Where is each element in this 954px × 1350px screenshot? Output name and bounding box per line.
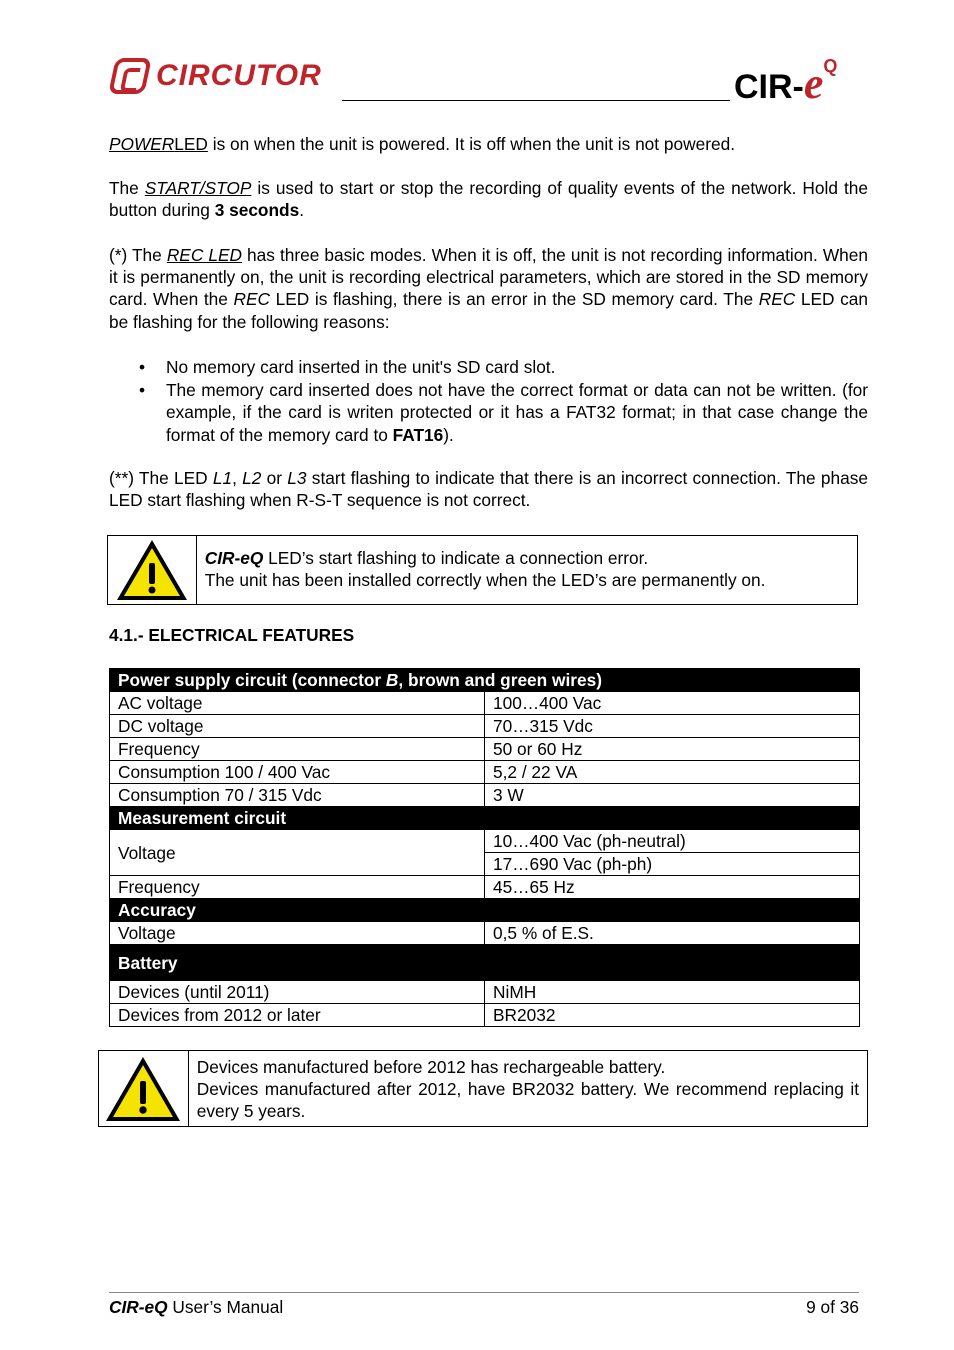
p2-end: . <box>299 200 305 221</box>
p4-comma: , <box>232 468 243 488</box>
footer-manual: User’s Manual <box>167 1297 284 1317</box>
table-row <box>110 738 860 761</box>
l3-term: L3 <box>287 468 307 488</box>
led-term: LED <box>174 134 208 154</box>
table-cell: Voltage <box>110 922 485 945</box>
p4-start: (**) The LED <box>109 468 213 488</box>
power-term: POWER <box>109 134 175 154</box>
table-cell: 0,5 % of E.S. <box>485 922 860 945</box>
list-item <box>109 379 868 446</box>
p2-the: The <box>109 178 145 198</box>
table-row <box>110 692 860 715</box>
list-item <box>109 356 868 378</box>
connection-warning-text <box>197 536 857 604</box>
table-row <box>110 830 860 853</box>
reasons-list <box>109 356 868 447</box>
fat16-term: FAT16 <box>392 424 444 445</box>
battery-warning-box <box>98 1050 868 1127</box>
power-header-b: B <box>385 670 399 690</box>
p2-text: is used to start or stop the recording of quality events of the network. Hold the button during <box>109 178 868 221</box>
warning1-brand: CIR-eQ <box>204 548 264 568</box>
page-number: 9 of 36 <box>806 1297 859 1317</box>
table-cell: BR2032 <box>485 1004 860 1027</box>
table-cell: Devices from 2012 or later <box>110 1004 485 1027</box>
section-title: 4.1.- ELECTRICAL FEATURES <box>109 625 355 645</box>
bullet-2-text: The memory card inserted does not have the correct format or data can not be written. (for example, if the card is writen protected or it has a FAT32 format; in that case change the format of the memory card to <box>166 380 868 445</box>
electrical-features-table <box>109 668 860 1027</box>
warning-triangle-icon <box>114 537 190 603</box>
p3-start: (*) The <box>109 245 167 265</box>
table-cell: Devices (until 2011) <box>110 981 485 1004</box>
bullet-2-end: ). <box>443 424 454 445</box>
footer-rule <box>109 1292 859 1293</box>
table-row <box>110 761 860 784</box>
table-row <box>110 784 860 807</box>
circutor-logo <box>112 58 322 94</box>
table-cell: Frequency <box>110 876 485 899</box>
table-cell: 5,2 / 22 VA <box>485 761 860 784</box>
battery-header-cell: Battery <box>110 945 860 981</box>
footer-brand: CIR-eQ <box>109 1297 168 1317</box>
power-header-c: , brown and green wires) <box>398 670 602 690</box>
power-header-cell <box>110 669 860 692</box>
warning-icon-cell <box>108 536 197 604</box>
table-header-battery <box>110 945 860 981</box>
warning-icon-cell <box>99 1051 189 1126</box>
header-rule <box>342 100 730 101</box>
p3-mid3: LED can be flashing for the following reasons: <box>109 289 868 332</box>
table-cell: AC voltage <box>110 692 485 715</box>
table-cell: 3 W <box>485 784 860 807</box>
warning2-line2: Devices manufactured after 2012, have BR2032 battery. We recommend replacing it every 5 years. <box>196 1079 859 1121</box>
rec-led-paragraph <box>109 244 868 333</box>
warning-triangle-icon <box>103 1054 183 1124</box>
bullet-1-text: No memory card inserted in the unit's SD card slot. <box>166 357 556 377</box>
warning2-line1: Devices manufactured before 2012 has rechargeable battery. <box>196 1057 666 1077</box>
table-cell: NiMH <box>485 981 860 1004</box>
table-header-measurement <box>110 807 860 830</box>
start-stop-term: START/STOP <box>144 178 252 198</box>
table-row <box>110 715 860 738</box>
table-row <box>110 981 860 1004</box>
table-cell: 70…315 Vdc <box>485 715 860 738</box>
battery-warning-text <box>189 1051 867 1126</box>
connection-warning-box <box>107 535 858 605</box>
p3-mid2: LED is flashing, there is an error in the SD memory card. The <box>270 289 759 310</box>
table-cell: 10…400 Vac (ph-neutral) <box>485 830 860 853</box>
table-header-accuracy <box>110 899 860 922</box>
table-cell: DC voltage <box>110 715 485 738</box>
power-led-paragraph <box>109 133 868 155</box>
accuracy-header-cell: Accuracy <box>110 899 860 922</box>
footer-manual-title <box>109 1297 283 1318</box>
rec-term-2: REC <box>758 289 796 310</box>
table-cell: Consumption 70 / 315 Vdc <box>110 784 485 807</box>
warning1-line1: LED’s start flashing to indicate a connection error. <box>263 548 649 568</box>
l1-term: L1 <box>212 468 233 488</box>
p3-mid1: has three basic modes. When it is off, the unit is not recording information. When it is permanently on, the unit is recording electrical parameters, which are stored in the SD memory card. When the <box>109 245 868 310</box>
circutor-logo-icon <box>108 58 152 94</box>
phase-led-paragraph <box>109 467 868 511</box>
table-header-power <box>110 669 860 692</box>
l2-term: L2 <box>242 468 262 488</box>
table-row <box>110 876 860 899</box>
rec-led-term: REC LED <box>166 245 242 265</box>
power-header-a: Power supply circuit (connector <box>118 670 386 690</box>
table-cell: 50 or 60 Hz <box>485 738 860 761</box>
table-cell: 100…400 Vac <box>485 692 860 715</box>
warning1-line2: The unit has been installed correctly when the LED’s are permanently on. <box>204 570 766 590</box>
measurement-header-cell: Measurement circuit <box>110 807 860 830</box>
start-stop-paragraph <box>109 177 868 221</box>
logo-text: CIRCUTOR <box>156 59 322 92</box>
table-row <box>110 1004 860 1027</box>
p1-text: is on when the unit is powered. It is off when the unit is not powered. <box>207 134 735 154</box>
brand-q: Q <box>823 56 838 76</box>
table-cell: 45…65 Hz <box>485 876 860 899</box>
rec-term-1: REC <box>233 289 270 310</box>
table-cell: Consumption 100 / 400 Vac <box>110 761 485 784</box>
table-cell: Frequency <box>110 738 485 761</box>
three-seconds: 3 seconds <box>214 200 300 221</box>
p4-or: or <box>261 468 288 488</box>
brand-prefix: CIR- <box>734 68 804 106</box>
p4-text: start flashing to indicate that there is an incorrect connection. The phase LED start flashing when R-S-T sequence is not correct. <box>109 468 869 511</box>
table-cell: 17…690 Vac (ph-ph) <box>485 853 860 876</box>
product-brand <box>734 58 837 109</box>
table-row <box>110 922 860 945</box>
brand-e: e <box>803 59 824 108</box>
table-cell: Voltage <box>110 830 485 876</box>
